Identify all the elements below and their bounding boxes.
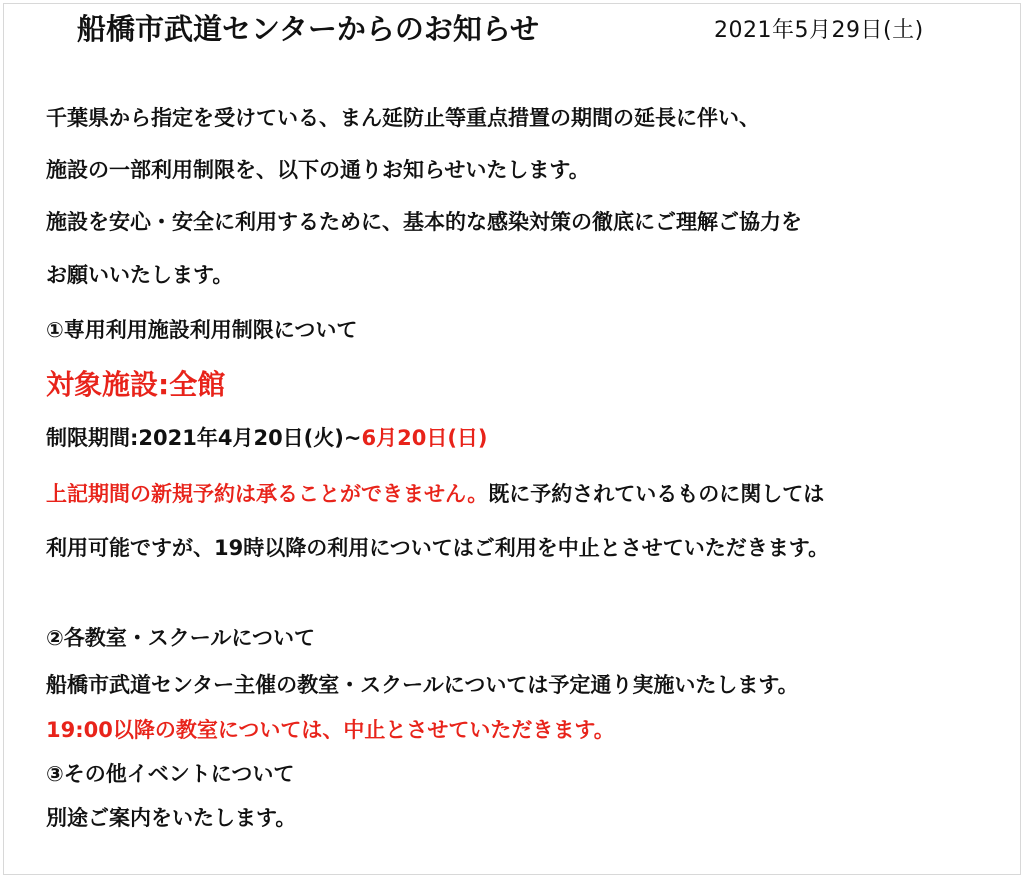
- restriction-period-start: 制限期間:2021年4月20日(火)~: [46, 426, 362, 450]
- intro-line-3: 施設を安心・安全に利用するために、基本的な感染対策の徹底にご理解ご協力を: [46, 210, 802, 234]
- section2-heading: ②各教室・スクールについて: [46, 626, 315, 650]
- target-facility: 対象施設:全館: [46, 368, 226, 401]
- intro-line-2: 施設の一部利用制限を、以下の通りお知らせいたします。: [46, 158, 590, 182]
- no-new-booking-notice: 上記期間の新規予約は承ることができません。: [46, 482, 489, 506]
- section2-notice: 19:00以降の教室については、中止とさせていただきます。: [46, 718, 615, 742]
- after-19-notice: 利用可能ですが、19時以降の利用についてはご利用を中止とさせていただきます。: [46, 536, 830, 560]
- booking-notice: [46, 484, 824, 505]
- section1-heading: ①専用利用施設利用制限について: [46, 318, 358, 342]
- notice-title: 船橋市武道センターからのお知らせ: [77, 12, 539, 46]
- intro-line-1: 千葉県から指定を受けている、まん延防止等重点措置の期間の延長に伴い、: [46, 106, 760, 130]
- notice-date: 2021年5月29日(土): [714, 18, 924, 43]
- restriction-period: [46, 428, 488, 449]
- restriction-period-end: 6月20日(日): [361, 426, 488, 450]
- section3-body: 別途ご案内をいたします。: [46, 806, 297, 830]
- existing-booking-notice: 既に予約されているものに関しては: [488, 482, 825, 506]
- intro-line-4: お願いいたします。: [46, 263, 234, 287]
- section2-body: 船橋市武道センター主催の教室・スクールについては予定通り実施いたします。: [46, 673, 799, 697]
- section3-heading: ③その他イベントについて: [46, 762, 295, 786]
